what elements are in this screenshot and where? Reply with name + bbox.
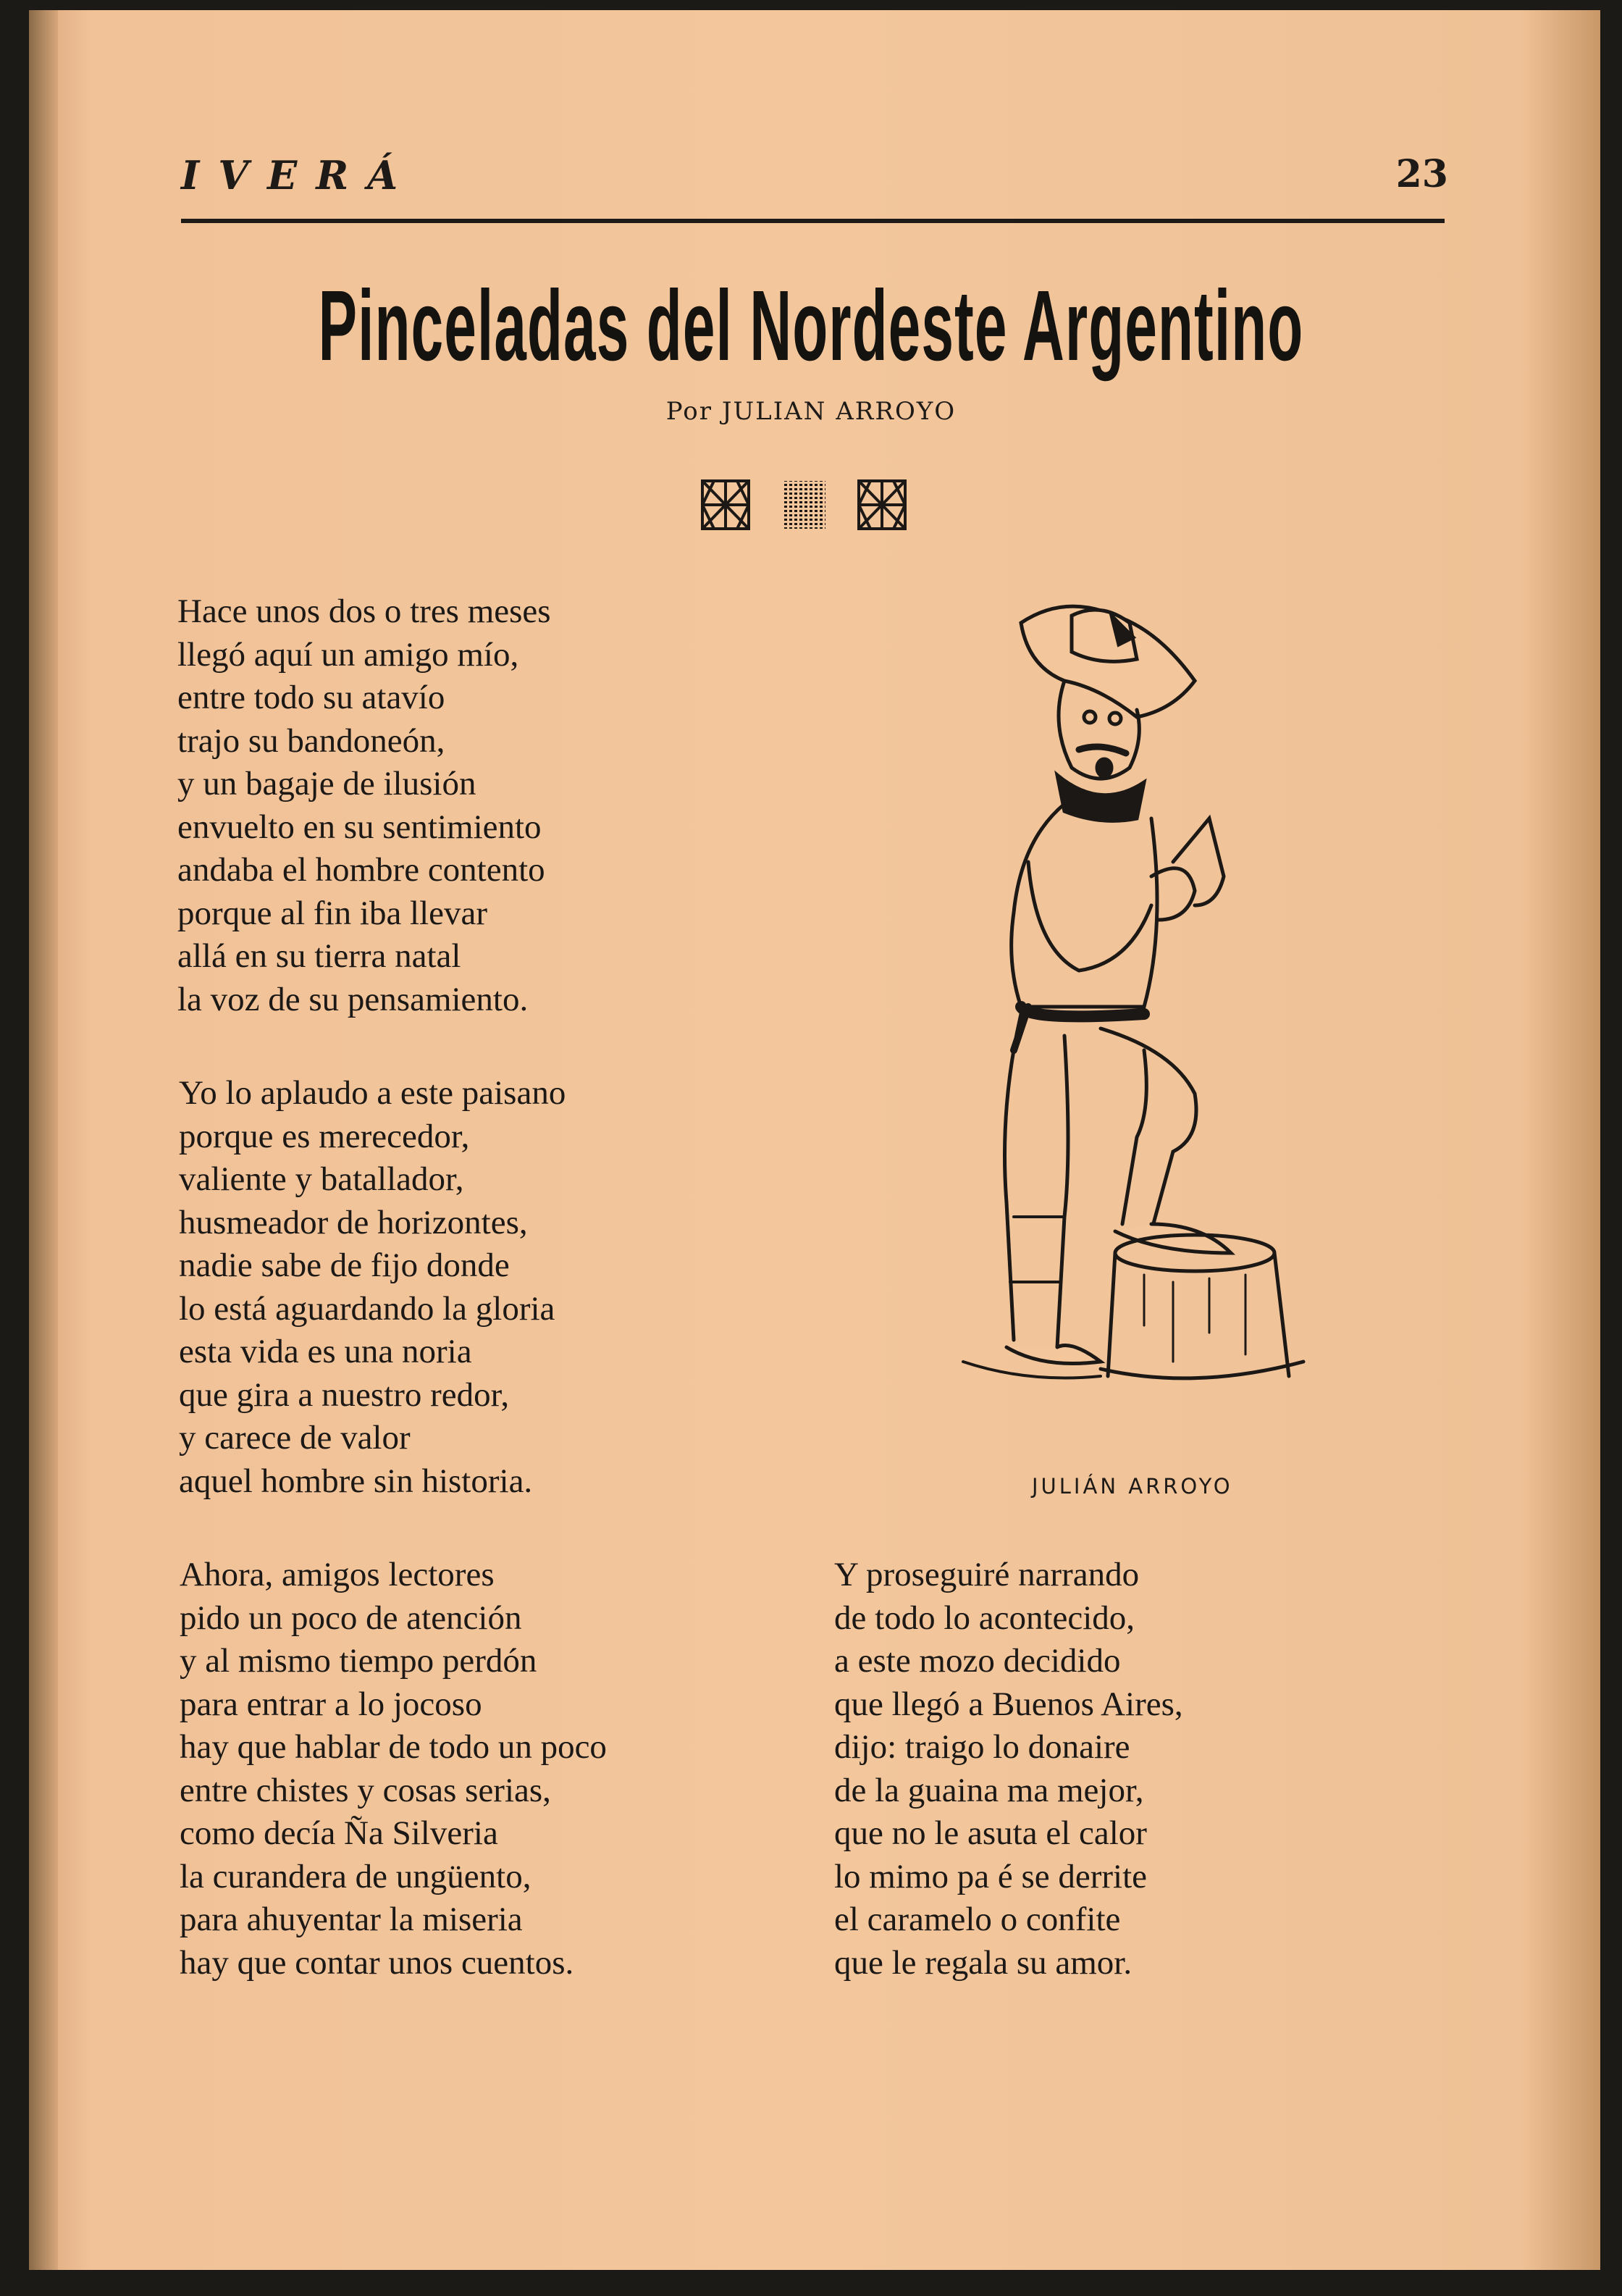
ornament-dots-icon xyxy=(779,479,828,530)
ornament-divider xyxy=(701,479,907,530)
poem-stanza: Ahora, amigos lectores pido un poco de atención y al mismo tiempo perdón para entrar a lo jocoso hay que hablar de todo un poco entre chistes y cosas serias, como decía Ña Silveria la curandera de ungüento, para ahuyentar la miseria hay que contar unos cuentos. xyxy=(180,1556,607,1982)
header-rule xyxy=(181,219,1445,223)
gaucho-illustration xyxy=(956,601,1347,1449)
illustration-caption: JULIÁN ARROYO xyxy=(1032,1474,1233,1499)
poem-stanza: Yo lo aplaudo a este paisano porque es merecedor, valiente y batallador, husmeador de horizontes, nadie sabe de fijo donde lo está aguardando la gloria esta vida es una noria que gira a nuestro redor, y carece de valor aquel hombre sin historia. xyxy=(179,1074,566,1500)
poem-stanza: Y proseguiré narrando de todo lo acontecido, a este mozo decidido que llegó a Buenos Aires, dijo: traigo lo donaire de la guaina ma mejor, que no le asuta el calor lo mimo pa é se derrite el caramelo o confite que le regala su amor. xyxy=(834,1556,1183,1982)
ornament-lattice-icon xyxy=(701,479,750,530)
page-spine-shadow xyxy=(29,10,58,2270)
poem-stanza: Hace unos dos o tres meses llegó aquí un amigo mío, entre todo su atavío trajo su bandoneón, y un bagaje de ilusión envuelto en su sentimiento andaba el hombre contento porque al fin iba llevar allá en su tierra natal la voz de su pensamiento. xyxy=(177,592,551,1018)
ornament-lattice-icon xyxy=(857,479,907,530)
article-byline: Por JULIAN ARROYO xyxy=(665,397,957,426)
page-number: 23 xyxy=(1395,152,1448,196)
magazine-name: IVERÁ xyxy=(181,152,417,198)
article-title: Pinceladas del Nordeste Argentino xyxy=(318,270,1304,382)
running-header xyxy=(181,152,1448,203)
